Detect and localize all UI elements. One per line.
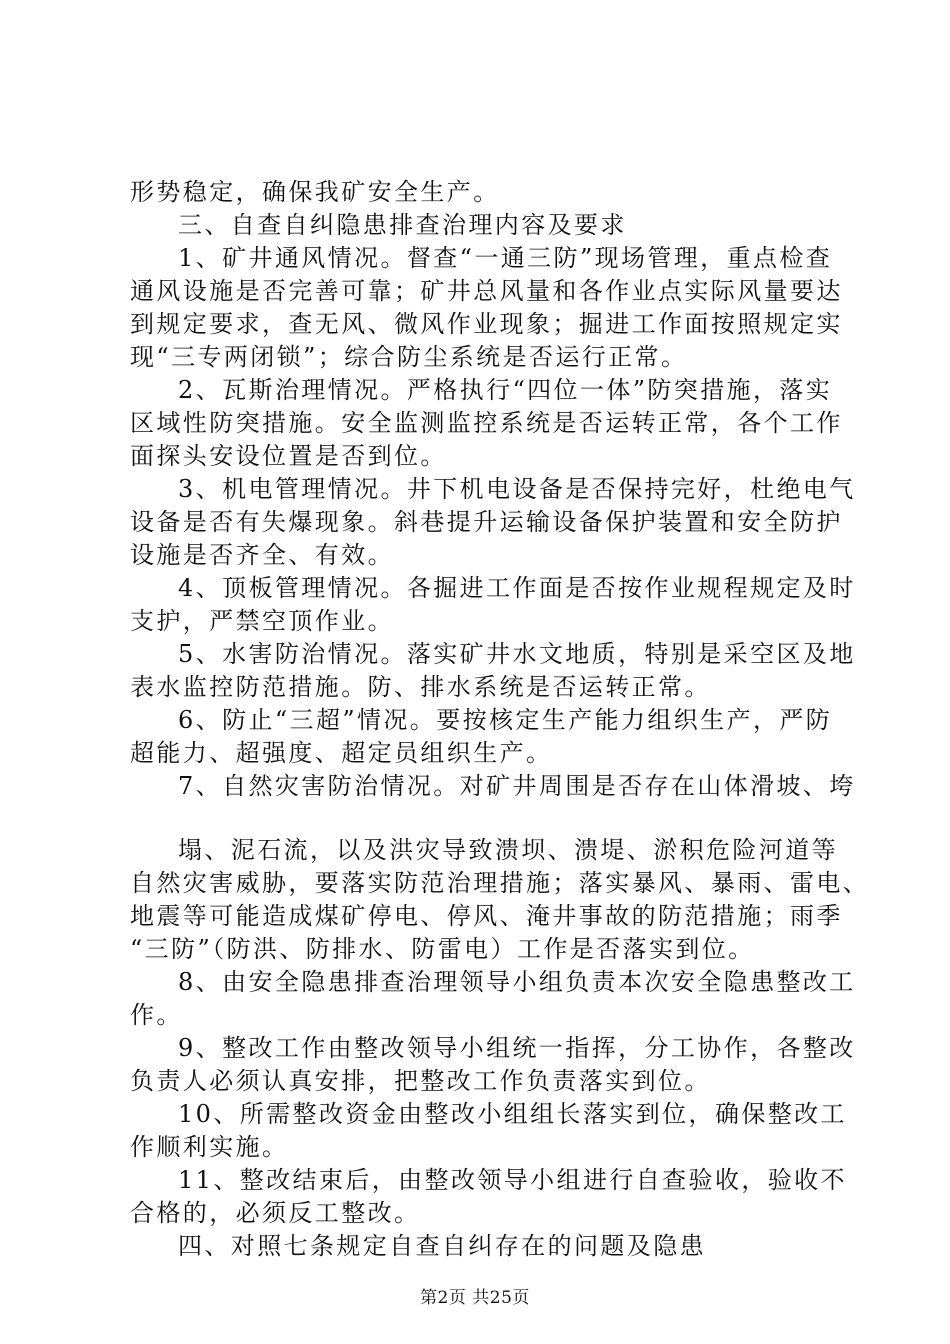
paragraph-line: 6、防止“三超”情况。要按核定生产能力组织生产，严防 (178, 706, 833, 734)
paragraph-line: “三防”（防洪、防排水、防雷电）工作是否落实到位。 (130, 935, 755, 963)
paragraph-line: 自然灾害威胁，要落实防范治理措施；落实暴风、暴雨、雷电、 (130, 869, 870, 897)
paragraph-line: 9、整改工作由整改领导小组统一指挥，分工协作，各整改 (178, 1034, 856, 1062)
paragraph-line: 塌、泥石流，以及洪灾导致溃坝、溃堤、淤积危险河道等 (178, 836, 838, 864)
paragraph-line: 5、水害防治情况。落实矿井水文地质，特别是采空区及地 (178, 640, 856, 668)
paragraph-line: 设备是否有失爆现象。斜巷提升运输设备保护装置和安全防护 (130, 508, 843, 536)
page-footer: 第2页 共25页 (420, 1288, 530, 1308)
paragraph-line: 现“三专两闭锁”；综合防尘系统是否运行正常。 (130, 343, 688, 371)
paragraph-line: 到规定要求，查无风、微风作业现象；掘进工作面按照规定实 (130, 310, 843, 338)
paragraph-line: 形势稳定，确保我矿安全生产。 (130, 178, 500, 206)
paragraph-line: 超能力、超强度、超定员组织生产。 (130, 739, 553, 767)
paragraph-line: 4、顶板管理情况。各掘进工作面是否按作业规程规定及时 (178, 574, 856, 602)
paragraph-line: 合格的，必须反工整改。 (130, 1199, 421, 1227)
paragraph-line: 作顺利实施。 (130, 1133, 289, 1161)
paragraph-line: 10、所需整改资金由整改小组组长落实到位，确保整改工 (178, 1100, 847, 1128)
section-heading: 四、对照七条规定自查自纠存在的问题及隐患 (178, 1232, 706, 1260)
paragraph-line: 11、整改结束后，由整改领导小组进行自查验收，验收不 (178, 1166, 847, 1194)
paragraph-line: 负责人必须认真安排，把整改工作负责落实到位。 (130, 1067, 711, 1095)
paragraph-line: 面探头安设位置是否到位。 (130, 442, 447, 470)
paragraph-line: 7、自然灾害防治情况。对矿井周围是否存在山体滑坡、垮 (178, 772, 856, 800)
paragraph-line: 地震等可能造成煤矿停电、停风、淹井事故的防范措施；雨季 (130, 902, 843, 930)
paragraph-line: 通风设施是否完善可靠；矿井总风量和各作业点实际风量要达 (130, 277, 843, 305)
paragraph-line: 2、瓦斯治理情况。严格执行“四位一体”防突措施，落实 (178, 376, 833, 404)
paragraph-line: 3、机电管理情况。井下机电设备是否保持完好，杜绝电气 (178, 475, 856, 503)
paragraph-line: 支护，严禁空顶作业。 (130, 607, 394, 635)
paragraph-line: 作。 (130, 1001, 183, 1029)
paragraph-line: 设施是否齐全、有效。 (130, 541, 394, 569)
paragraph-line: 表水监控防范措施。防、排水系统是否运转正常。 (130, 673, 711, 701)
section-heading: 三、自查自纠隐患排查治理内容及要求 (178, 211, 627, 239)
paragraph-line: 8、由安全隐患排查治理领导小组负责本次安全隐患整改工 (178, 968, 856, 996)
paragraph-line: 区域性防突措施。安全监测监控系统是否运转正常，各个工作 (130, 409, 843, 437)
paragraph-line: 1、矿井通风情况。督查“一通三防”现场管理，重点检查 (178, 244, 833, 272)
